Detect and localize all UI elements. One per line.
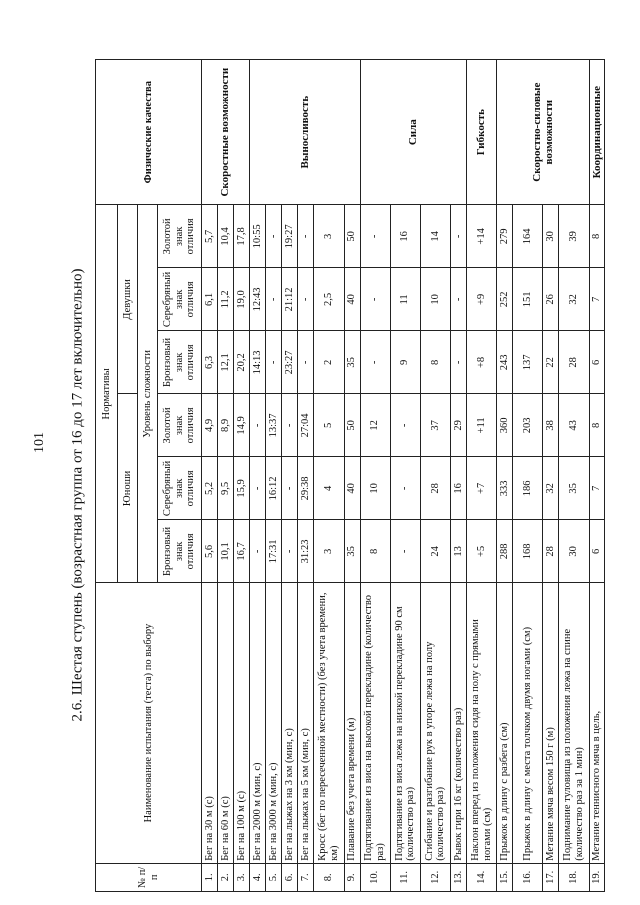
header-girls-bronze: Бронзовый знак отличия [158, 331, 202, 394]
value-girls-bronze: - [360, 331, 390, 394]
value-boys-bronze: 16,7 [234, 520, 250, 583]
header-number: № п/п [96, 863, 202, 891]
row-number: 13. [451, 863, 467, 891]
value-boys-gold: 27:04 [298, 394, 314, 457]
row-number: 15. [497, 863, 513, 891]
value-boys-silver: - [390, 457, 420, 520]
value-girls-silver: 2,5 [314, 268, 344, 331]
row-number: 1. [202, 863, 218, 891]
value-girls-bronze: - [298, 331, 314, 394]
value-girls-silver: 6,1 [202, 268, 218, 331]
value-girls-gold: 279 [497, 205, 513, 268]
value-boys-gold: 360 [497, 394, 513, 457]
header-boys: Юноши [118, 394, 138, 583]
value-girls-silver: 21:12 [282, 268, 298, 331]
header-boys-gold: Золотой знак отличия [158, 394, 202, 457]
header-girls-silver: Серебряный знак отличия [158, 268, 202, 331]
test-name: Плавание без учета времени (м) [344, 583, 360, 863]
table-row [589, 60, 604, 892]
value-boys-silver: 40 [344, 457, 360, 520]
value-boys-silver: +7 [467, 457, 497, 520]
row-number: 10. [360, 863, 390, 891]
header-physical-qualities: Физические качества [96, 60, 202, 205]
value-girls-silver: 32 [559, 268, 589, 331]
value-girls-silver: 7 [589, 268, 604, 331]
value-boys-gold: - [282, 394, 298, 457]
value-boys-gold: 4,9 [202, 394, 218, 457]
value-girls-gold: 5,7 [202, 205, 218, 268]
value-boys-bronze: 31:23 [298, 520, 314, 583]
test-name: Наклон вперед из положения сидя на полу с прямыми ногами (см) [467, 583, 497, 863]
test-name: Метание теннисного мяча в цель, [589, 583, 604, 863]
page-number [30, 432, 50, 453]
value-boys-gold: 37 [420, 394, 450, 457]
value-boys-silver: 9,5 [218, 457, 234, 520]
value-girls-silver: - [360, 268, 390, 331]
value-boys-silver: 10 [360, 457, 390, 520]
value-girls-bronze: 6 [589, 331, 604, 394]
value-girls-silver: 11 [390, 268, 420, 331]
quality-strength: Сила [360, 60, 466, 205]
value-girls-gold: 164 [513, 205, 543, 268]
value-girls-bronze: 22 [543, 331, 559, 394]
value-boys-gold: 12 [360, 394, 390, 457]
value-girls-bronze: 2 [314, 331, 344, 394]
norms-table [95, 59, 605, 892]
value-boys-bronze: 35 [344, 520, 360, 583]
header-boys-bronze: Бронзовый знак отличия [158, 520, 202, 583]
header-test-name: Наименование испытания (теста) по выбору [96, 583, 202, 863]
table-row [360, 60, 390, 892]
value-boys-bronze: 8 [360, 520, 390, 583]
test-name: Бег на 100 м (с) [234, 583, 250, 863]
value-boys-gold: 50 [344, 394, 360, 457]
value-girls-bronze: 23:27 [282, 331, 298, 394]
value-girls-silver: 252 [497, 268, 513, 331]
value-boys-silver: 28 [420, 457, 450, 520]
value-boys-bronze: +5 [467, 520, 497, 583]
test-name: Кросс (бег по пересеченной местности) (без учета времени, км) [314, 583, 344, 863]
value-girls-silver: 12:43 [250, 268, 266, 331]
value-boys-silver: 333 [497, 457, 513, 520]
value-girls-gold: - [298, 205, 314, 268]
value-girls-bronze: 243 [497, 331, 513, 394]
value-boys-bronze: 28 [543, 520, 559, 583]
value-girls-gold: 14 [420, 205, 450, 268]
test-name: Бег на 30 м (с) [202, 583, 218, 863]
row-number: 5. [266, 863, 282, 891]
value-girls-gold: 16 [390, 205, 420, 268]
row-number: 18. [559, 863, 589, 891]
test-name: Рывок гири 16 кг (количество раз) [451, 583, 467, 863]
value-boys-bronze: - [250, 520, 266, 583]
row-number: 11. [390, 863, 420, 891]
value-boys-silver: 5,2 [202, 457, 218, 520]
value-boys-silver: 32 [543, 457, 559, 520]
value-girls-gold: 10,4 [218, 205, 234, 268]
value-girls-gold: 19:27 [282, 205, 298, 268]
value-boys-gold: 5 [314, 394, 344, 457]
test-name: Поднимание туловища из положения лежа на спине (количество раз за 1 мин) [559, 583, 589, 863]
value-girls-gold: - [451, 205, 467, 268]
value-boys-bronze: 10,1 [218, 520, 234, 583]
value-boys-silver: 7 [589, 457, 604, 520]
value-girls-bronze: 6,3 [202, 331, 218, 394]
value-girls-gold: - [266, 205, 282, 268]
table-row [467, 60, 497, 892]
value-girls-bronze: 14:13 [250, 331, 266, 394]
value-girls-gold: 17,8 [234, 205, 250, 268]
test-name: Бег на 3000 м (мин, с) [266, 583, 282, 863]
value-boys-silver: 16:12 [266, 457, 282, 520]
header-difficulty-level: Уровень сложности [138, 205, 158, 583]
test-name: Подтягивание из виса лежа на низкой перекладине 90 см (количество раз) [390, 583, 420, 863]
value-girls-bronze: 9 [390, 331, 420, 394]
value-girls-silver: 151 [513, 268, 543, 331]
row-number: 3. [234, 863, 250, 891]
quality-speed: Скоростные возможности [202, 60, 250, 205]
value-girls-gold: 50 [344, 205, 360, 268]
test-name: Бег на 60 м (с) [218, 583, 234, 863]
value-girls-bronze: 137 [513, 331, 543, 394]
header-girls-gold: Золотой знак отличия [158, 205, 202, 268]
value-boys-silver: 186 [513, 457, 543, 520]
test-name: Бег на 2000 м (мин, с) [250, 583, 266, 863]
value-boys-bronze: 13 [451, 520, 467, 583]
test-name: Бег на лыжах на 3 км (мин, с) [282, 583, 298, 863]
value-girls-silver: 40 [344, 268, 360, 331]
row-number: 14. [467, 863, 497, 891]
value-boys-gold: 43 [559, 394, 589, 457]
value-girls-bronze: 20,2 [234, 331, 250, 394]
value-boys-silver: 16 [451, 457, 467, 520]
row-number: 19. [589, 863, 604, 891]
quality-endurance: Выносливость [250, 60, 360, 205]
section-title-text: 2.6. Шестая ступень (возрастная группа от 16 до 17 лет включительно) [69, 268, 86, 722]
row-number: 8. [314, 863, 344, 891]
test-name: Прыжок в длину с места толчком двумя ногами (см) [513, 583, 543, 863]
value-boys-bronze: 5,6 [202, 520, 218, 583]
norms-table-container [95, 59, 605, 892]
value-girls-bronze: - [451, 331, 467, 394]
row-number: 12. [420, 863, 450, 891]
value-boys-gold: 8,9 [218, 394, 234, 457]
row-number: 2. [218, 863, 234, 891]
value-boys-silver: 4 [314, 457, 344, 520]
value-boys-bronze: 6 [589, 520, 604, 583]
value-girls-silver: - [451, 268, 467, 331]
row-number: 17. [543, 863, 559, 891]
value-girls-gold: +14 [467, 205, 497, 268]
value-boys-silver: 15,9 [234, 457, 250, 520]
value-boys-bronze: 288 [497, 520, 513, 583]
header-norms: Нормативы [96, 205, 118, 583]
header-boys-silver: Серебряный знак отличия [158, 457, 202, 520]
row-number: 6. [282, 863, 298, 891]
row-number: 7. [298, 863, 314, 891]
row-number: 16. [513, 863, 543, 891]
value-boys-gold: 13:37 [266, 394, 282, 457]
value-boys-gold: 8 [589, 394, 604, 457]
value-girls-silver: - [298, 268, 314, 331]
value-girls-gold: 30 [543, 205, 559, 268]
quality-speed_strength: Скоростно-силовые возможности [497, 60, 589, 205]
value-girls-silver: 10 [420, 268, 450, 331]
value-boys-bronze: 168 [513, 520, 543, 583]
value-girls-bronze: 8 [420, 331, 450, 394]
quality-flexibility: Гибкость [467, 60, 497, 205]
test-name: Подтягивание из виса на высокой перекладине (количество раз) [360, 583, 390, 863]
value-boys-bronze: 24 [420, 520, 450, 583]
table-row [497, 60, 513, 892]
value-girls-silver: +9 [467, 268, 497, 331]
test-name: Бег на лыжах на 5 км (мин, с) [298, 583, 314, 863]
value-boys-silver: - [282, 457, 298, 520]
value-girls-gold: 10:55 [250, 205, 266, 268]
value-boys-silver: 35 [559, 457, 589, 520]
value-boys-bronze: 30 [559, 520, 589, 583]
value-girls-bronze: +8 [467, 331, 497, 394]
value-boys-gold: - [250, 394, 266, 457]
table-row [202, 60, 218, 892]
value-boys-gold: 38 [543, 394, 559, 457]
value-boys-bronze: - [282, 520, 298, 583]
value-boys-gold: 29 [451, 394, 467, 457]
value-boys-silver: 29:38 [298, 457, 314, 520]
value-girls-gold: 8 [589, 205, 604, 268]
table-row [250, 60, 266, 892]
value-girls-silver: 19,0 [234, 268, 250, 331]
test-name: Метание мяча весом 150 г (м) [543, 583, 559, 863]
value-boys-bronze: 3 [314, 520, 344, 583]
value-girls-bronze: 28 [559, 331, 589, 394]
value-boys-silver: - [250, 457, 266, 520]
value-girls-silver: - [266, 268, 282, 331]
value-girls-gold: 3 [314, 205, 344, 268]
value-girls-silver: 26 [543, 268, 559, 331]
value-boys-bronze: - [390, 520, 420, 583]
value-boys-gold: - [390, 394, 420, 457]
value-girls-bronze: 12,1 [218, 331, 234, 394]
value-boys-bronze: 17:31 [266, 520, 282, 583]
test-name: Прыжок в длину с разбега (см) [497, 583, 513, 863]
row-number: 4. [250, 863, 266, 891]
value-boys-gold: 203 [513, 394, 543, 457]
section-title [63, 268, 93, 722]
page-number-text: 101 [32, 432, 47, 453]
value-boys-gold: +11 [467, 394, 497, 457]
value-girls-bronze: - [266, 331, 282, 394]
value-girls-gold: - [360, 205, 390, 268]
quality-coordination: Координационные [589, 60, 604, 205]
value-boys-gold: 14,9 [234, 394, 250, 457]
value-girls-gold: 39 [559, 205, 589, 268]
value-girls-silver: 11,2 [218, 268, 234, 331]
row-number: 9. [344, 863, 360, 891]
header-girls: Девушки [118, 205, 138, 394]
value-girls-bronze: 35 [344, 331, 360, 394]
test-name: Сгибание и разгибание рук в упоре лежа на полу (количество раз) [420, 583, 450, 863]
